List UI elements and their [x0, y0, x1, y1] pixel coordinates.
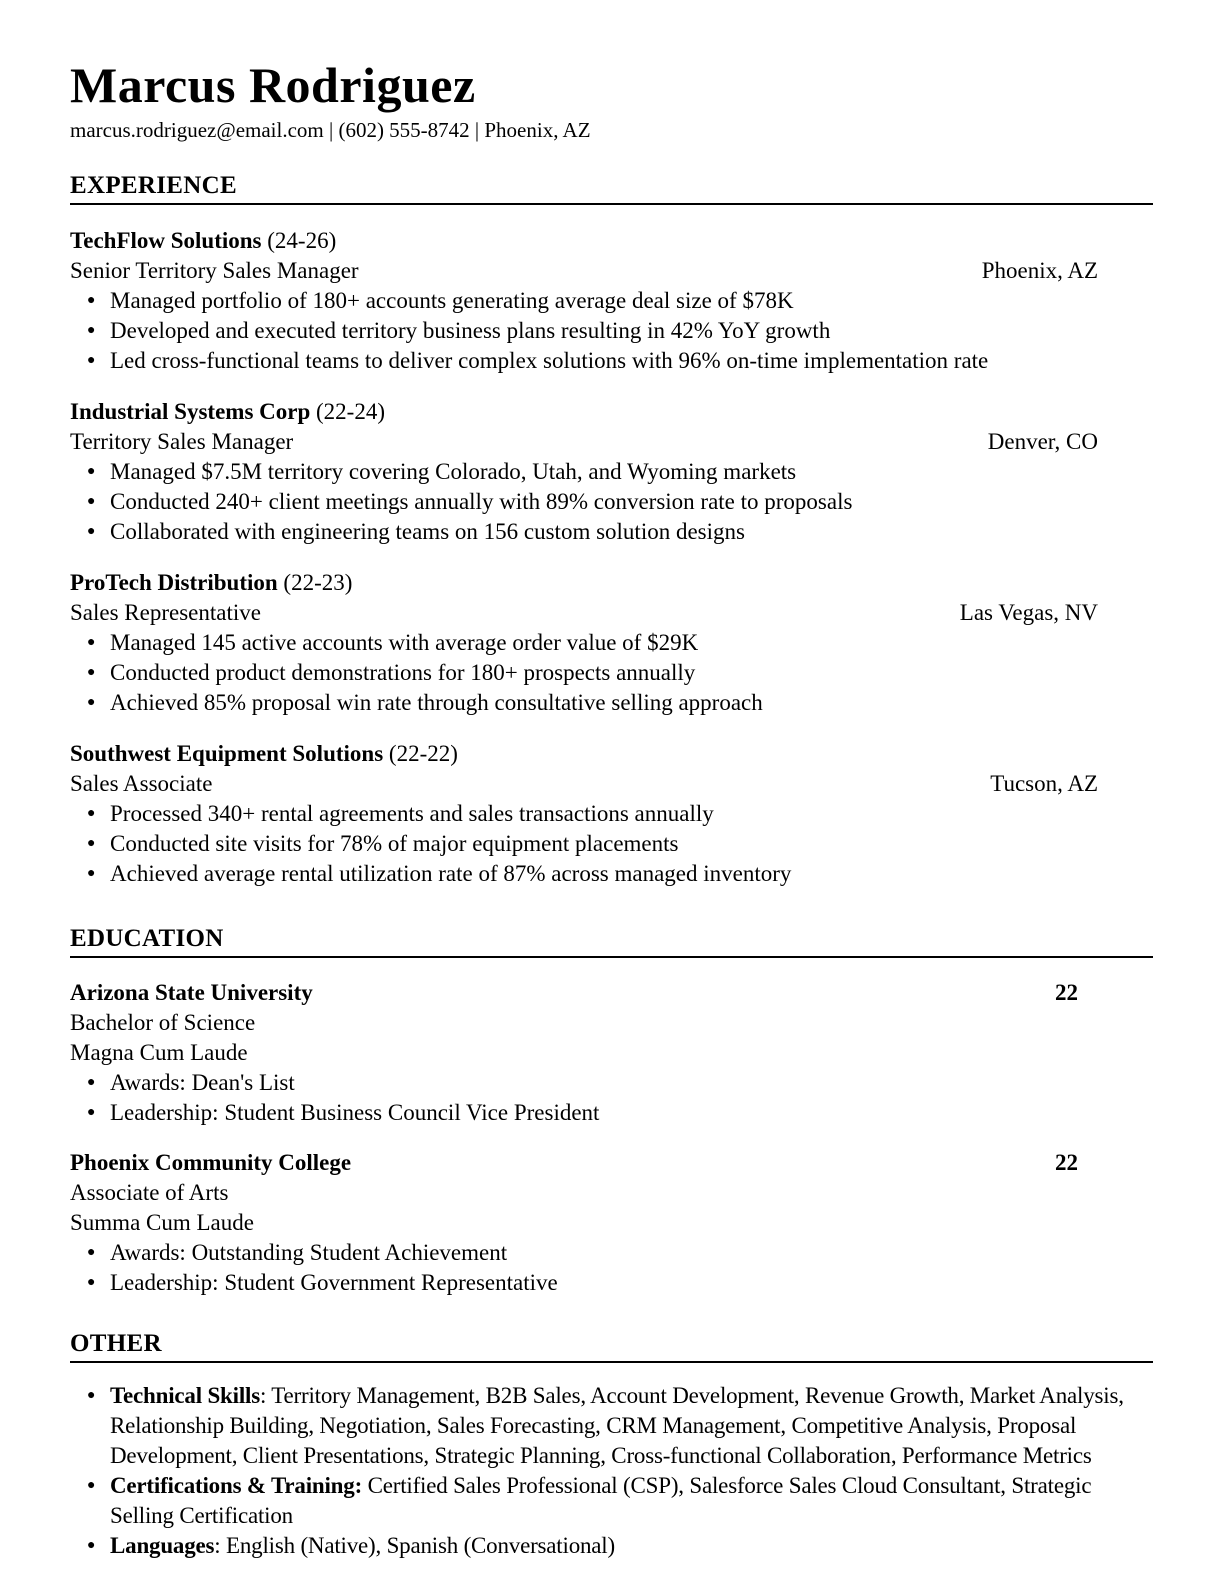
company-name: ProTech Distribution	[70, 570, 278, 595]
bullet-text: Managed 145 active accounts with average order value of $29K	[110, 630, 699, 655]
other-label: Technical Skills	[110, 1383, 260, 1408]
company-line	[70, 739, 1153, 769]
bullet-text: Leadership: Student Business Council Vice President	[110, 1100, 600, 1125]
other-text: Certified Sales Professional (CSP), Salesforce Sales Cloud Consultant, Strategic Selling Certification	[110, 1473, 1092, 1528]
job-location: Denver, CO	[987, 429, 1098, 454]
bullet-text: Awards: Dean's List	[110, 1070, 295, 1095]
experience-section-title: EXPERIENCE	[70, 172, 1153, 205]
bullet-item	[70, 286, 1153, 316]
bullet-item	[70, 1068, 1153, 1098]
bullet-text: Developed and executed territory business plans resulting in 42% YoY growth	[110, 318, 831, 343]
bullet-text	[110, 1381, 1153, 1471]
education-section-title: EDUCATION	[70, 925, 1153, 958]
bullet-icon: ●	[87, 494, 96, 509]
job-title: Territory Sales Manager	[70, 429, 294, 454]
role-location-row	[70, 769, 1153, 799]
company-name: Industrial Systems Corp	[70, 399, 311, 424]
school-bullets	[70, 1238, 1153, 1298]
job-bullets	[70, 286, 1153, 376]
school-name: Arizona State University	[70, 980, 313, 1005]
company-line	[70, 226, 1153, 256]
bullet-item	[70, 346, 1153, 376]
bullet-icon: ●	[87, 1245, 96, 1260]
bullet-icon: ●	[87, 635, 96, 650]
bullet-icon: ●	[87, 695, 96, 710]
bullet-icon: ●	[87, 1275, 96, 1290]
job-dates: (22-24)	[316, 399, 385, 424]
company-name: TechFlow Solutions	[70, 228, 262, 253]
other-label: Languages	[110, 1533, 215, 1558]
job-entry	[70, 226, 1153, 376]
bullet-item	[70, 859, 1153, 889]
resume-name: Marcus Rodriguez	[70, 57, 476, 113]
section-education	[70, 925, 1153, 1298]
bullet-icon: ●	[87, 353, 96, 368]
bullet-icon: ●	[87, 836, 96, 851]
bullet-text: Awards: Outstanding Student Achievement	[110, 1240, 508, 1265]
bullet-text: Achieved average rental utilization rate of 87% across managed inventory	[110, 861, 792, 886]
other-label: Certifications & Training:	[110, 1473, 363, 1498]
school-year: 22	[1055, 980, 1078, 1005]
school-bullets	[70, 1068, 1153, 1128]
bullet-item	[70, 316, 1153, 346]
school-name: Phoenix Community College	[70, 1150, 352, 1175]
job-bullets	[70, 457, 1153, 547]
bullet-item	[70, 799, 1153, 829]
job-title: Senior Territory Sales Manager	[70, 258, 359, 283]
other-text: : English (Native), Spanish (Conversational)	[214, 1533, 615, 1558]
bullet-icon: ●	[87, 665, 96, 680]
honors: Summa Cum Laude	[70, 1210, 254, 1235]
bullet-text	[110, 1471, 1153, 1531]
other-text: : Territory Management, B2B Sales, Account Development, Revenue Growth, Market Analysis, Relationship Building, Negotiation, Sales Forecasting, CRM Management, Competitive Analysis, Proposal Development, Client Presentations, Strategic Planning, Cross-functional Collaboration, Performance Metrics	[110, 1383, 1124, 1468]
bullet-icon: ●	[87, 1075, 96, 1090]
school-year-row	[70, 1148, 1153, 1178]
job-dates: (22-23)	[283, 570, 353, 595]
contact-line: marcus.rodriguez@email.com | (602) 555-8742 | Phoenix, AZ	[70, 118, 591, 142]
bullet-icon: ●	[87, 866, 96, 881]
degree: Bachelor of Science	[70, 1010, 256, 1035]
bullet-text: Achieved 85% proposal win rate through consultative selling approach	[110, 690, 763, 715]
bullet-icon: ●	[87, 1105, 96, 1120]
job-dates: (24-26)	[267, 228, 337, 253]
bullet-text: Processed 340+ rental agreements and sales transactions annually	[110, 801, 714, 826]
job-location: Tucson, AZ	[990, 771, 1098, 796]
school-entry	[70, 1148, 1153, 1298]
bullet-icon: ●	[87, 806, 96, 821]
bullet-item	[70, 829, 1153, 859]
bullet-text: Managed $7.5M territory covering Colorado, Utah, and Wyoming markets	[110, 459, 797, 484]
bullet-item	[70, 517, 1153, 547]
school-year: 22	[1055, 1150, 1078, 1175]
bullet-item	[70, 1268, 1153, 1298]
degree: Associate of Arts	[70, 1180, 229, 1205]
bullet-text: Leadership: Student Government Representative	[110, 1270, 558, 1295]
job-entry	[70, 739, 1153, 889]
bullet-icon: ●	[87, 524, 96, 539]
bullet-text	[110, 1531, 1153, 1561]
role-location-row	[70, 598, 1153, 628]
bullet-text: Conducted product demonstrations for 180+ prospects annually	[110, 660, 696, 685]
job-bullets	[70, 799, 1153, 889]
bullet-icon: ●	[87, 1538, 96, 1553]
bullet-item	[70, 457, 1153, 487]
job-entry	[70, 397, 1153, 547]
job-bullets	[70, 628, 1153, 718]
bullet-item	[70, 1098, 1153, 1128]
bullet-item	[70, 658, 1153, 688]
company-line	[70, 568, 1153, 598]
bullet-text: Managed portfolio of 180+ accounts generating average deal size of $78K	[110, 288, 794, 313]
bullet-item	[70, 1531, 1153, 1561]
job-title: Sales Associate	[70, 771, 213, 796]
bullet-text: Conducted site visits for 78% of major equipment placements	[110, 831, 679, 856]
section-other	[70, 1330, 1153, 1561]
bullet-text: Conducted 240+ client meetings annually with 89% conversion rate to proposals	[110, 489, 853, 514]
bullet-item	[70, 487, 1153, 517]
bullet-icon: ●	[87, 293, 96, 308]
bullet-icon: ●	[87, 323, 96, 338]
role-location-row	[70, 256, 1153, 286]
job-entry	[70, 568, 1153, 718]
job-title: Sales Representative	[70, 600, 261, 625]
other-bullets	[70, 1381, 1153, 1561]
bullet-icon: ●	[87, 464, 96, 479]
bullet-item	[70, 1471, 1153, 1531]
bullet-icon: ●	[87, 1388, 96, 1403]
bullet-text: Collaborated with engineering teams on 156 custom solution designs	[110, 519, 745, 544]
job-location: Phoenix, AZ	[981, 258, 1098, 283]
school-year-row	[70, 978, 1153, 1008]
bullet-item	[70, 1381, 1153, 1471]
bullet-item	[70, 688, 1153, 718]
job-dates: (22-22)	[388, 741, 458, 766]
company-name: Southwest Equipment Solutions	[70, 741, 384, 766]
job-location: Las Vegas, NV	[959, 600, 1098, 625]
honors: Magna Cum Laude	[70, 1040, 248, 1065]
bullet-item	[70, 628, 1153, 658]
company-line	[70, 397, 1153, 427]
role-location-row	[70, 427, 1153, 457]
bullet-text: Led cross-functional teams to deliver complex solutions with 96% on-time implementation rate	[110, 348, 989, 373]
school-entry	[70, 978, 1153, 1128]
bullet-icon: ●	[87, 1478, 96, 1493]
section-experience	[70, 172, 1153, 889]
bullet-item	[70, 1238, 1153, 1268]
other-section-title: OTHER	[70, 1330, 1153, 1363]
